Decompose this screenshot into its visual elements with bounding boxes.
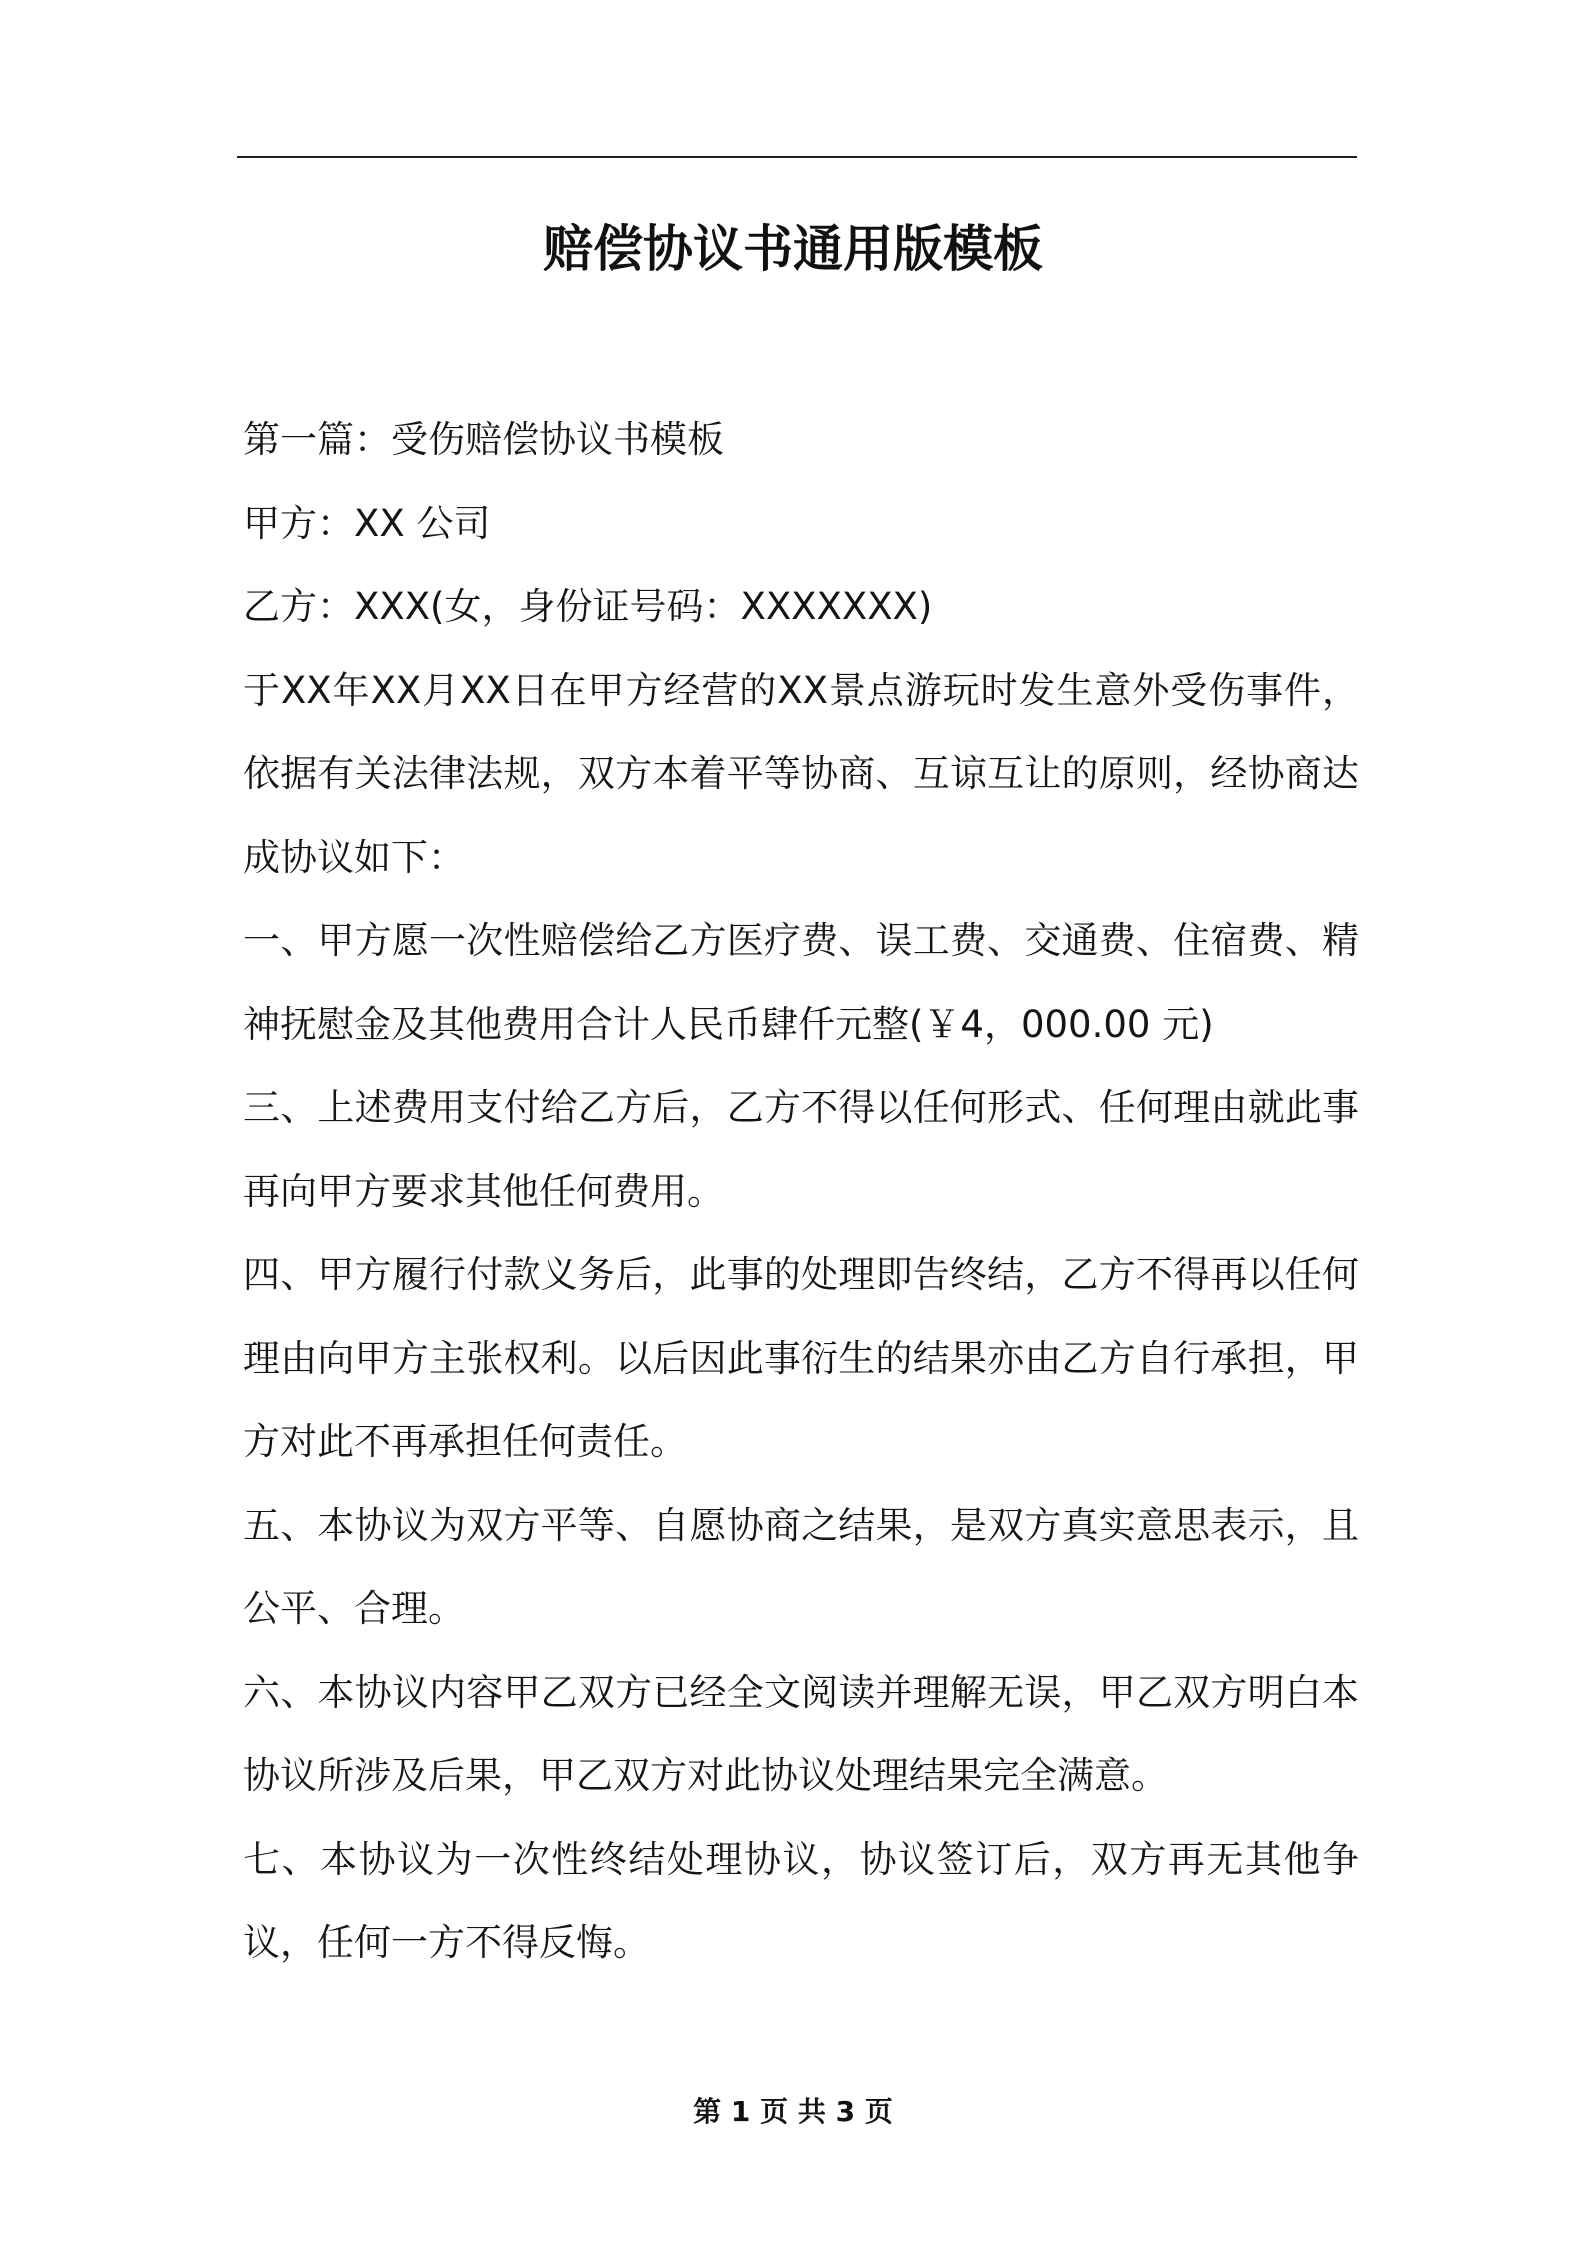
- document-title: 赔偿协议书通用版模板: [543, 220, 1043, 278]
- header-divider: [237, 156, 1357, 158]
- clause-7: 七、本协议为一次性终结处理协议，协议签订后，双方再无其他争议，任何一方不得反悔。: [243, 1837, 1359, 1964]
- preamble-paragraph: 于XX年XX月XX日在甲方经营的XX景点游玩时发生意外受伤事件，依据有关法律法规，双方本着平等协商、互谅互让的原则，经协商达成协议如下：: [243, 668, 1359, 879]
- clause-5: 五、本协议为双方平等、自愿协商之结果，是双方真实意思表示，且公平、合理。: [243, 1503, 1359, 1630]
- clause-3: 三、上述费用支付给乙方后，乙方不得以任何形式、任何理由就此事再向甲方要求其他任何费用。: [243, 1086, 1359, 1213]
- document-body: [243, 398, 1359, 1985]
- clause-1: 一、甲方愿一次性赔偿给乙方医疗费、误工费、交通费、住宿费、精神抚慰金及其他费用合计人民币肆仟元整(￥4，000.00 元): [243, 919, 1359, 1046]
- party-b-line: 乙方：XXX(女，身份证号码：XXXXXXX): [243, 585, 933, 628]
- page-number: 第 1 页 共 3 页: [693, 2095, 893, 2128]
- party-a-line: 甲方：XX 公司: [243, 501, 491, 545]
- section-heading: 第一篇：受伤赔偿协议书模板: [243, 418, 724, 461]
- clause-4: 四、甲方履行付款义务后，此事的处理即告终结，乙方不得再以任何理由向甲方主张权利。以后因此事衍生的结果亦由乙方自行承担，甲方对此不再承担任何责任。: [243, 1253, 1359, 1463]
- clause-6: 六、本协议内容甲乙双方已经全文阅读并理解无误，甲乙双方明白本协议所涉及后果，甲乙双方对此协议处理结果完全满意。: [243, 1670, 1359, 1797]
